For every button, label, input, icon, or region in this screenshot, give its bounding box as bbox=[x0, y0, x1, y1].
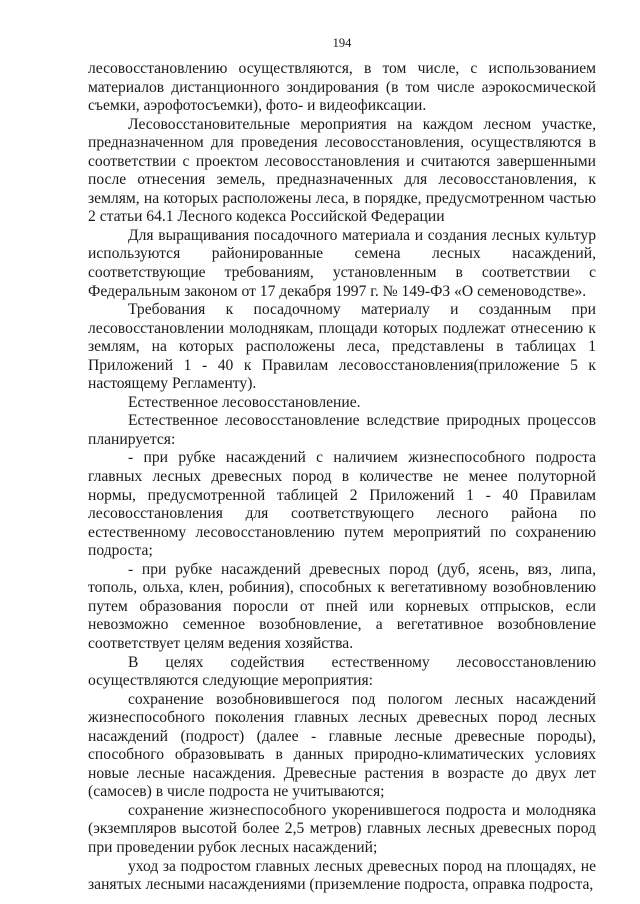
list-item-undergrowth: - при рубке насаждений с наличием жизнеспособного подроста главных лесных древесных пород в количестве не менее полуторной нормы, предусмотренной таблицей 2 Приложений 1 - 40 Правилам лесовосстановления для соответствующего лесного района по естественному лесовосстановлению путем мероприятий по сохранению подроста; bbox=[88, 449, 596, 560]
paragraph-natural-planned: Естественное лесовосстановление вследствие природных процессов планируется: bbox=[88, 412, 596, 448]
page-number: 194 bbox=[332, 36, 352, 50]
paragraph-seeds: Для выращивания посадочного материала и создания лесных культур используются районированные семена лесных насаждений, соответствующие требованиям, установленным в соответствии с Федеральным законом от 17 декабря 1997 г. № 149-ФЗ «О семеноводстве». bbox=[88, 226, 596, 300]
document-page bbox=[88, 36, 596, 895]
paragraph-assistance-measures: В целях содействия естественному лесовосстановлению осуществляются следующие мероприятия: bbox=[88, 653, 596, 690]
section-heading-natural-reforestation: Естественное лесовосстановление. bbox=[128, 393, 361, 411]
measure-care-undergrowth: уход за подростом главных лесных древесных пород на площадях, не занятых лесными насаждениями (приземление подроста, оправка подроста, bbox=[88, 857, 596, 894]
measure-preserve-rooted: сохранение жизнеспособного укоренившегося подроста и молодняка (экземпляров высотой более 2,5 метров) главных лесных древесных пород при проведении рубок лесных насаждений; bbox=[88, 801, 596, 856]
paragraph-continuation: лесовосстановлению осуществляются, в том числе, с использованием материалов дистанционного зондирования (в том числе аэрокосмической съемки, аэрофотосъемки), фото- и видеофиксации. bbox=[88, 60, 596, 115]
measure-preserve-generation: сохранение возобновившегося под пологом лесных насаждений жизнеспособного поколения главных лесных древесных пород лесных насаждений (подрост) (далее - главные лесные древесные породы), способного образовывать в данных природно-климатических условиях новые лесные насаждения. Древесные растения в возрасте до двух лет (самосев) в числе подроста не учитываются; bbox=[88, 690, 596, 801]
paragraph-requirements: Требования к посадочному материалу и созданным при лесовосстановлении молоднякам, площади которых подлежат отнесению к землям, на которых расположены леса, представлены в таблицах 1 Приложений 1 - 40 к Правилам лесовосстановления(приложение 5 к настоящему Регламенту). bbox=[88, 301, 596, 393]
list-item-vegetative: - при рубке насаждений древесных пород (дуб, ясень, вяз, липа, тополь, ольха, клен, робиния), способных к вегетативному возобновлению путем образования поросли от пней или корневых отпрысков, если невозможно семенное возобновление, а вегетативное возобновление соответствует целям ведения хозяйства. bbox=[88, 560, 596, 652]
paragraph-lesovosstanovitelnye-meropriyatiya: Лесовосстановительные мероприятия на каждом лесном участке, предназначенном для проведения лесовосстановления, осуществляются в соответствии с проектом лесовосстановления и считаются завершенными после отнесения земель, предназначенных для лесовосстановления, к землям, на которых расположены леса, в порядке, предусмотренном частью 2 статьи 64.1 Лесного кодекса Российской Федерации bbox=[88, 115, 596, 226]
